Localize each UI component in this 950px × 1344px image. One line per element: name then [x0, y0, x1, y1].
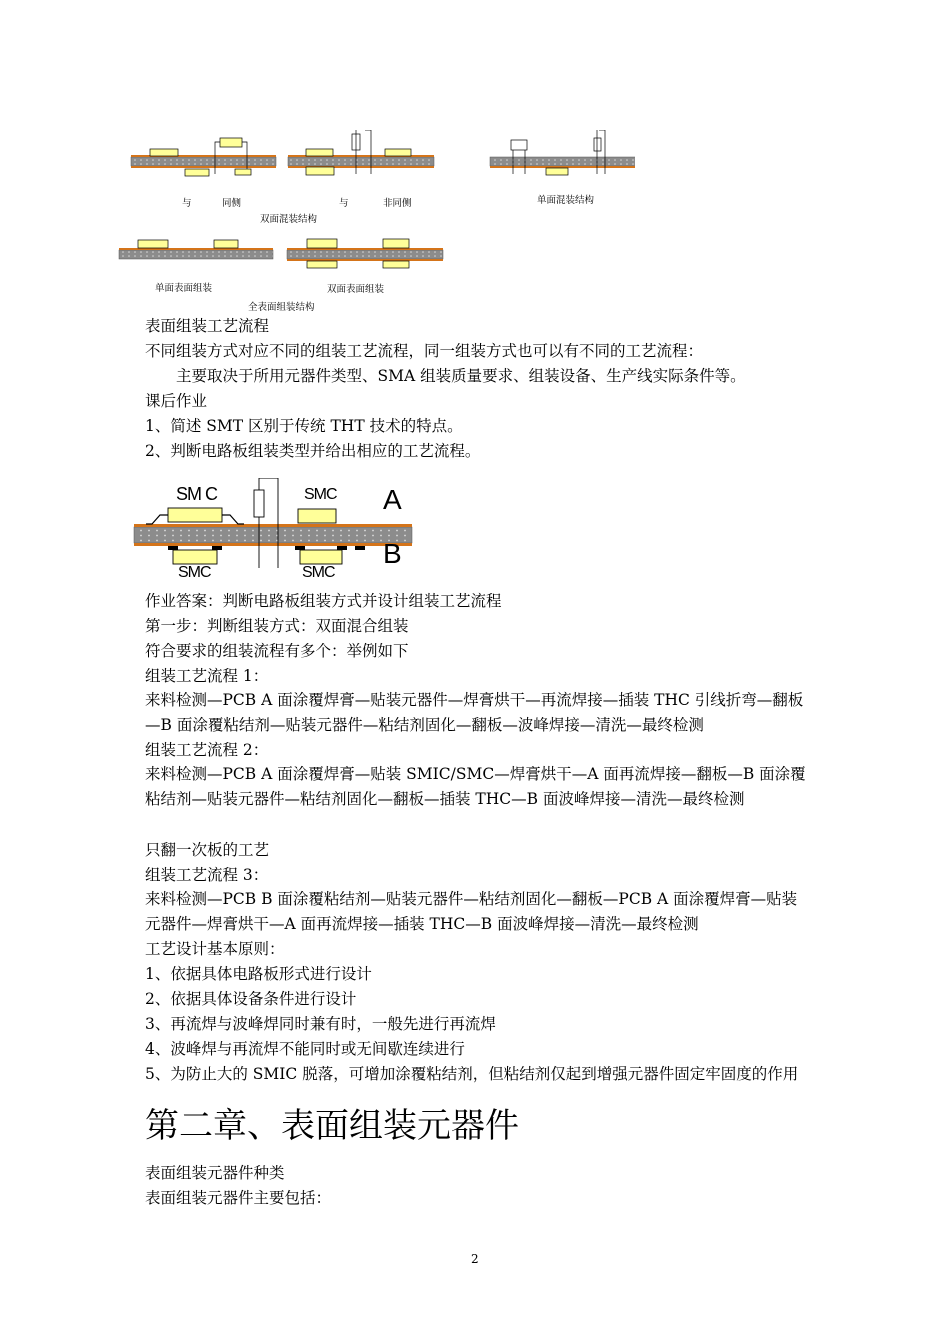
board-single-mixed [490, 130, 635, 175]
principle-3: 3、再流焊与波峰焊同时兼有时，一般先进行再流焊 [145, 1015, 496, 1033]
flow2-text: 来料检测—PCB A 面涂覆焊膏—贴装 SMIC/SMC—焊膏烘干—A 面再流焊接—翻板—B 面涂覆粘结剂—贴装元器件—粘结剂固化—翻板—插装 THC—B 面波峰焊接—清洗—最终检测 [145, 765, 806, 808]
board-single-surface [119, 240, 273, 259]
fig2-label-smc-top: SMC [304, 486, 337, 503]
section-title: 表面组装工艺流程 [145, 317, 270, 335]
flow3-text: 来料检测—PCB B 面涂覆粘结剂—贴装元器件—粘结剂固化—翻板—PCB A 面涂覆焊膏—贴装元器件—焊膏烘干—A 面再流焊接—插装 THC—B 面波峰焊接—清洗—最终检测 [145, 890, 798, 933]
flow3-title: 组装工艺流程 3： [145, 866, 269, 884]
homework-title: 课后作业 [145, 392, 208, 410]
principle-1: 1、依据具体电路板形式进行设计 [145, 965, 372, 983]
paragraph-2: 主要取决于所用元器件类型、SMA 组装质量要求、组装设备、生产线实际条件等。 [176, 367, 746, 385]
board-double-mixed-same-side [131, 138, 276, 176]
board-double-mixed-diff-side [288, 130, 434, 175]
fig1-label-single-mixed: 单面混装结构 [537, 195, 595, 206]
principle-2: 2、依据具体设备条件进行设计 [145, 990, 357, 1008]
paragraph-1: 不同组装方式对应不同的组装工艺流程，同一组装方式也可以有不同的工艺流程： [145, 342, 704, 360]
fig1-label-yu-1: 与 [182, 198, 192, 209]
fig1-label-tongce: 同侧 [222, 198, 242, 209]
flow1-text: 来料检测—PCB A 面涂覆焊膏—贴装元器件—焊膏烘干—再流焊接—插装 THC 引线折弯—翻板—B 面涂覆粘结剂—贴装元器件—粘结剂固化—翻板—波峰焊接—清洗—最终检测 [145, 691, 804, 734]
fig1-label-yu-2: 与 [339, 198, 349, 209]
principle-5: 5、为防止大的 SMIC 脱落，可增加涂覆粘结剂，但粘结剂仅起到增强元器件固定牢固度的作用 [145, 1065, 799, 1083]
fig1-label-double-mixed: 双面混装结构 [260, 214, 318, 225]
fig2-label-smic: SM C [176, 484, 217, 504]
fig1-label-single-surface: 单面表面组装 [155, 283, 213, 294]
fig1-label-double-surface: 双面表面组装 [327, 284, 385, 295]
chapter-sub-1: 表面组装元器件种类 [145, 1164, 285, 1182]
answer-step1: 第一步：判断组装方式：双面混合组装 [145, 617, 409, 635]
flow2-title: 组装工艺流程 2： [145, 741, 269, 759]
assembly-structures-figure [115, 130, 635, 300]
fig2-label-side-a: A [383, 484, 402, 515]
board-double-surface [287, 239, 443, 268]
chapter-heading: 第二章、表面组装元器件 [145, 1106, 519, 1146]
fig2-label-smc-bottom-2: SMC [302, 564, 335, 581]
fig1-label-feitongce: 非同侧 [383, 198, 412, 209]
homework-board-figure [130, 478, 420, 583]
fig2-label-side-b: B [383, 538, 402, 569]
fig2-label-smc-bottom-1: SMC [178, 564, 211, 581]
homework-item-2: 2、判断电路板组装类型并给出相应的工艺流程。 [145, 442, 481, 460]
fig1-label-full-surface: 全表面组装结构 [248, 302, 315, 313]
homework-item-1: 1、简述 SMT 区别于传统 THT 技术的特点。 [145, 417, 463, 435]
chapter-sub-2: 表面组装元器件主要包括： [145, 1189, 332, 1207]
principle-4: 4、波峰焊与再流焊不能同时或无间歇连续进行 [145, 1040, 465, 1058]
flow1-title: 组装工艺流程 1： [145, 667, 269, 685]
page-number: 2 [471, 1252, 479, 1266]
principles-title: 工艺设计基本原则： [145, 940, 285, 958]
answer-intro: 符合要求的组装流程有多个：举例如下 [145, 642, 409, 660]
answer-title: 作业答案：判断电路板组装方式并设计组装工艺流程 [145, 592, 502, 610]
once-flip-note: 只翻一次板的工艺 [145, 841, 270, 859]
